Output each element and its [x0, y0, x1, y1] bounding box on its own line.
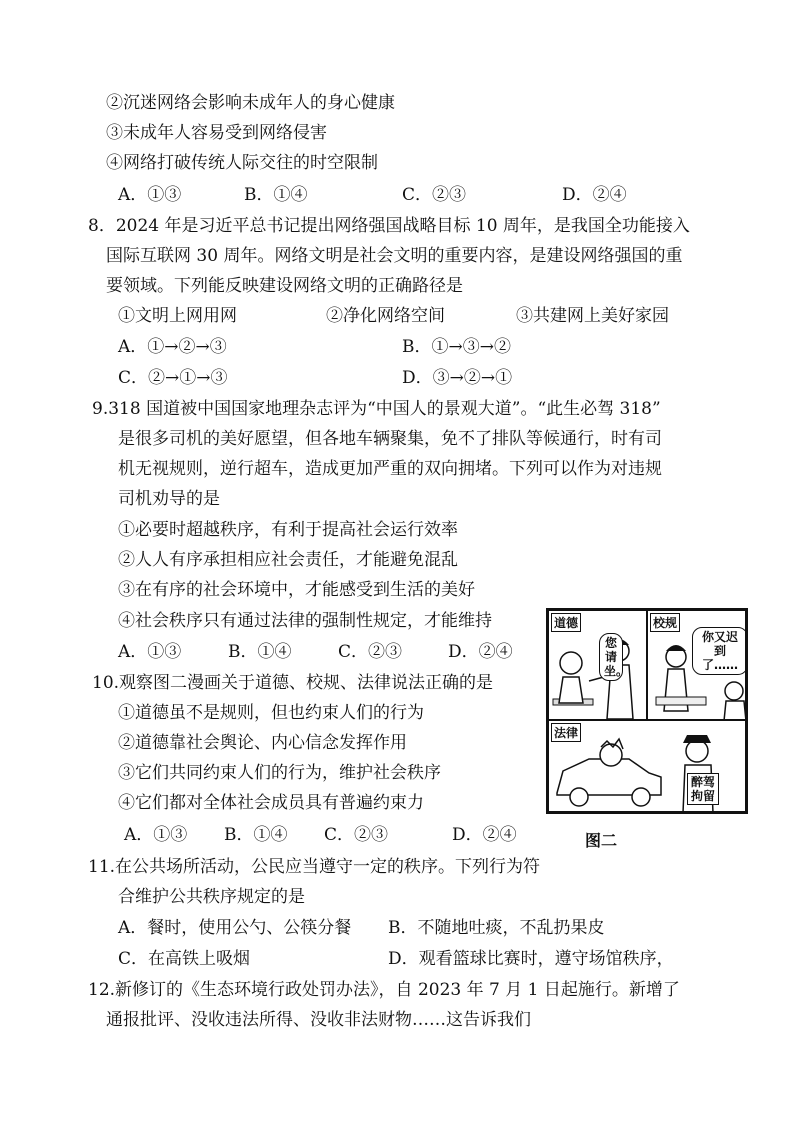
q8-stem-3: 要领域。下列能反映建设网络文明的正确路径是 [106, 276, 463, 296]
q9-option-b: B．①④ [228, 642, 292, 662]
q10-item-3: ③它们共同约束人们的行为，维护社会秩序 [118, 763, 441, 783]
law-tag: 法律 [551, 723, 581, 742]
q10-option-c: C．②③ [324, 825, 389, 845]
q10-option-d: D．②④ [452, 825, 517, 845]
q9-item-4: ④社会秩序只有通过法律的强制性规定，才能维持 [118, 611, 492, 631]
q9-option-c: C．②③ [338, 642, 403, 662]
comic-panel-morality [548, 610, 647, 720]
q12-stem-1: 12.新修订的《生态环境行政处罚办法》，自 2023 年 7 月 1 日起施行。新增了 [88, 980, 680, 1000]
q9-option-d: D．②④ [448, 642, 513, 662]
q10-option-a: A．①③ [124, 825, 188, 845]
q11-stem-1: 11.在公共场所活动，公民应当遵守一定的秩序。下列行为符 [88, 857, 541, 877]
q7-option-a: A．①③ [118, 185, 182, 205]
comic-panel-school-rules [647, 610, 746, 720]
school-rules-speech-bubble: 你又迟到了…… [692, 627, 746, 675]
q11-stem-2: 合维护公共秩序规定的是 [118, 887, 305, 907]
q8-option-c: C．②→①→③ [118, 368, 228, 388]
q10-option-b: B．①④ [224, 825, 288, 845]
figure-comic [546, 608, 748, 814]
drunk-driving-sign: 醉驾拘留 [687, 773, 719, 805]
q12-stem-2: 通报批评、没收违法所得、没收非法财物……这告诉我们 [106, 1010, 531, 1030]
q7-item-3: ③未成年人容易受到网络侵害 [106, 123, 327, 143]
figure-caption: 图二 [585, 831, 618, 850]
q8-stem-2: 国际互联网 30 周年。网络文明是社会文明的重要内容，是建设网络强国的重 [106, 246, 683, 266]
q10-item-2: ②道德靠社会舆论、内心信念发挥作用 [118, 733, 407, 753]
q9-stem-3: 机无视规则，逆行超车，造成更加严重的双向拥堵。下列可以作为对违规 [118, 459, 662, 479]
school-rules-tag: 校规 [650, 613, 680, 632]
q10-item-4: ④它们都对全体社会成员具有普遍约束力 [118, 793, 424, 813]
q9-item-1: ①必要时超越秩序，有利于提高社会运行效率 [118, 520, 458, 540]
q8-item-3: ③共建网上美好家园 [516, 306, 669, 326]
q9-stem-1: 9.318 国道被中国国家地理杂志评为“中国人的景观大道”。“此生必驾 318” [92, 399, 661, 419]
q11-option-d: D．观看篮球比赛时，遵守场馆秩序， [388, 949, 674, 969]
morality-speech-bubble: 您请坐。 [599, 633, 623, 681]
q9-option-a: A．①③ [118, 642, 182, 662]
comic-panel-law [548, 720, 746, 812]
q11-option-b: B．不随地吐痰，不乱扔果皮 [388, 918, 605, 938]
q9-stem-4: 司机劝导的是 [118, 489, 220, 509]
q9-item-2: ②人人有序承担相应社会责任，才能避免混乱 [118, 550, 458, 570]
q7-item-2: ②沉迷网络会影响未成年人的身心健康 [106, 93, 395, 113]
q10-item-1: ①道德虽不是规则，但也约束人们的行为 [118, 703, 424, 723]
q7-option-c: C．②③ [402, 185, 467, 205]
q7-option-b: B．①④ [244, 185, 308, 205]
morality-tag: 道德 [551, 613, 581, 632]
q11-option-a: A．餐时，使用公勺、公筷分餐 [118, 918, 352, 938]
q8-item-1: ①文明上网用网 [118, 306, 237, 326]
q8-option-d: D．③→②→① [402, 368, 513, 388]
q11-option-c: C．在高铁上吸烟 [118, 949, 251, 969]
q9-item-3: ③在有序的社会环境中，才能感受到生活的美好 [118, 580, 475, 600]
q9-stem-2: 是很多司机的美好愿望，但各地车辆聚集，免不了排队等候通行，时有司 [118, 429, 662, 449]
q8-stem-1: 8．2024 年是习近平总书记提出网络强国战略目标 10 周年，是我国全功能接入 [88, 216, 690, 236]
q8-item-2: ②净化网络空间 [326, 306, 445, 326]
q7-item-4: ④网络打破传统人际交往的时空限制 [106, 153, 378, 173]
q10-stem: 10.观察图二漫画关于道德、校规、法律说法正确的是 [92, 673, 494, 693]
q8-option-b: B．①→③→② [402, 337, 511, 357]
q8-option-a: A．①→②→③ [118, 337, 227, 357]
q7-option-d: D．②④ [562, 185, 627, 205]
